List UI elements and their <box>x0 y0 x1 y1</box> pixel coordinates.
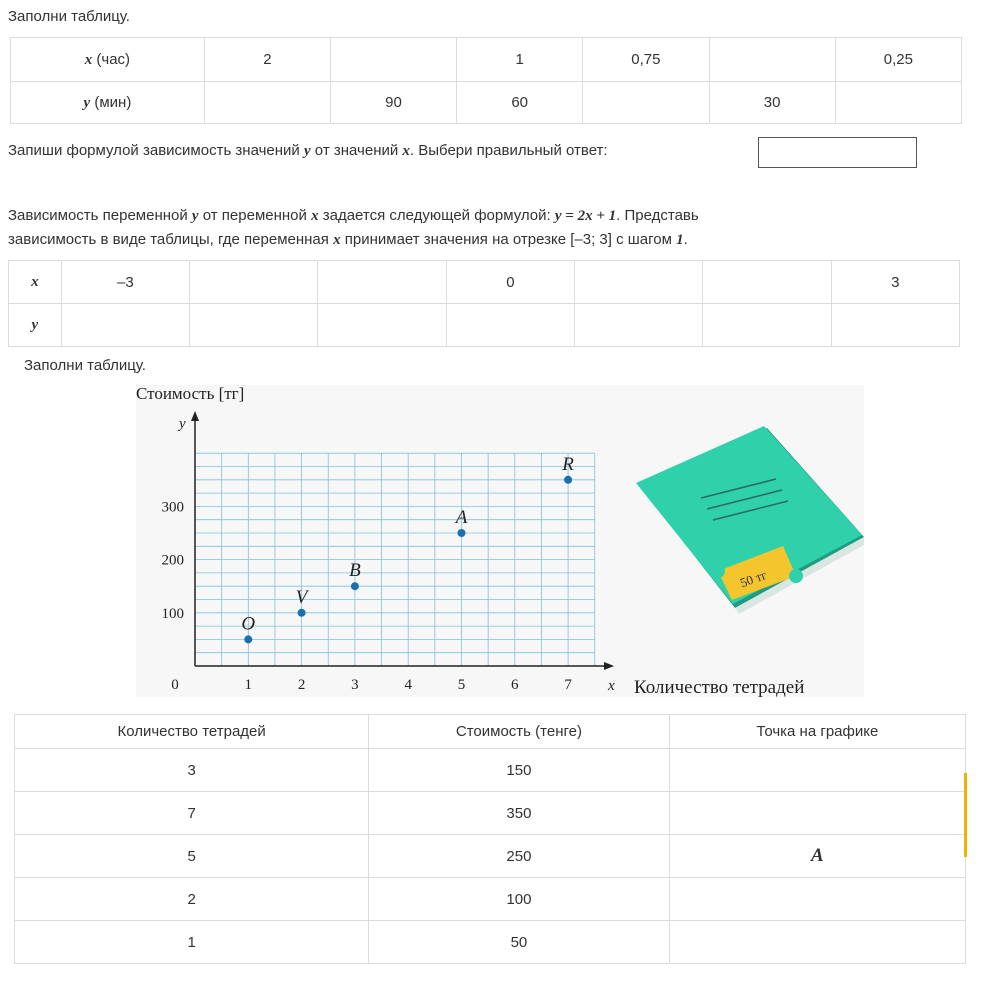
table-row <box>15 878 966 921</box>
x-tick-label: 6 <box>511 677 519 693</box>
table-cell: 250 <box>369 835 669 878</box>
table-row <box>15 835 966 878</box>
y-axis-arrow <box>191 411 199 421</box>
table-cell[interactable] <box>703 261 831 304</box>
table-row <box>15 792 966 835</box>
column-header: Стоимость (тенге) <box>369 715 669 749</box>
table-cell: 150 <box>369 749 669 792</box>
x-tick-label: 4 <box>404 677 412 693</box>
chart-ticks <box>162 499 573 693</box>
table-cell: 1 <box>15 921 369 964</box>
column-header: Точка на графике <box>669 715 965 749</box>
table-cell[interactable] <box>330 38 456 82</box>
task2-row-x <box>9 261 960 304</box>
y-tick-label: 300 <box>161 499 184 516</box>
table-cell: 50 <box>369 921 669 964</box>
point-v <box>298 609 306 617</box>
y-tick-label: 200 <box>161 552 184 569</box>
table-cell[interactable] <box>446 304 574 347</box>
table-cell[interactable]: 0 <box>446 261 574 304</box>
x-tick-label: 5 <box>457 677 466 693</box>
table-cell[interactable] <box>318 304 446 347</box>
x-axis-arrow <box>604 662 614 670</box>
table-cell[interactable] <box>831 304 959 347</box>
table-cell[interactable]: 30 <box>709 82 835 124</box>
table-row <box>15 749 966 792</box>
task3-table <box>14 714 966 964</box>
task2-row-y-label: y <box>9 304 62 347</box>
x-tick-label: 0 <box>171 677 179 693</box>
point-o <box>244 635 252 643</box>
point-label-v: V <box>295 586 308 608</box>
task1-row-y <box>11 82 962 124</box>
point-input[interactable] <box>669 749 965 792</box>
formula-answer-input[interactable] <box>758 137 917 168</box>
table-cell[interactable]: 90 <box>330 82 456 124</box>
task1-row-x-label: x (час) <box>11 38 205 82</box>
table-cell[interactable] <box>709 38 835 82</box>
table-cell: 350 <box>369 792 669 835</box>
table-cell: 3 <box>15 749 369 792</box>
table-cell[interactable]: 0,75 <box>583 38 709 82</box>
task1-row-x <box>11 38 962 82</box>
table-cell[interactable] <box>575 304 703 347</box>
column-header: Количество тетрадей <box>15 715 369 749</box>
notebook-illustration <box>636 426 864 614</box>
table-cell[interactable] <box>835 82 961 124</box>
task2-table <box>8 260 960 347</box>
point-label-a: A <box>455 507 468 528</box>
table-cell[interactable] <box>190 304 318 347</box>
point-input[interactable] <box>669 921 965 964</box>
point-input[interactable] <box>669 792 965 835</box>
task2-row-y <box>9 304 960 347</box>
table-cell[interactable]: 1 <box>457 38 583 82</box>
task2-row-x-label: x <box>9 261 62 304</box>
point-label-r: R <box>562 453 574 475</box>
x-axis-caption: Количество тетрадей <box>634 677 805 697</box>
point-label-o: O <box>241 613 256 635</box>
x-tick-label: 2 <box>297 677 306 693</box>
table-cell[interactable]: 3 <box>831 261 959 304</box>
table-cell[interactable] <box>703 304 831 347</box>
table-cell[interactable] <box>575 261 703 304</box>
task1-title: Заполни таблицу. <box>8 8 130 25</box>
table-cell: 7 <box>15 792 369 835</box>
table-cell[interactable] <box>204 82 330 124</box>
point-b <box>351 582 359 590</box>
point-label-b: B <box>349 560 361 582</box>
x-tick-label: 3 <box>351 677 359 693</box>
task1-row-y-label: y (мин) <box>11 82 205 124</box>
y-tick-label: 100 <box>161 605 184 622</box>
table-cell: 100 <box>369 878 669 921</box>
table-header-row <box>15 715 966 749</box>
x-tick-label: 1 <box>244 677 253 693</box>
table-cell[interactable]: 2 <box>204 38 330 82</box>
focus-indicator <box>964 773 967 857</box>
task2-text: Зависимость переменной y от переменной x задается следующей формулой: y = 2x + 1. Представь зависимость в виде таблицы, где переменная x принимает значения на отрезке [–3; 3] с шагом 1. <box>8 207 699 248</box>
table-cell[interactable] <box>583 82 709 124</box>
point-a <box>458 529 466 537</box>
task1-question: Запиши формулой зависимость значений y от значений x. Выбери правильный ответ: <box>8 142 608 159</box>
formula: y = 2x + 1 <box>554 208 617 224</box>
table-cell[interactable] <box>190 261 318 304</box>
scatter-chart <box>136 385 864 697</box>
task3-title: Заполни таблицу. <box>24 357 146 374</box>
table-cell[interactable]: –3 <box>61 261 189 304</box>
table-cell: 5 <box>15 835 369 878</box>
x-axis-label: x <box>608 678 615 694</box>
point-input[interactable] <box>669 878 965 921</box>
x-tick-label: 7 <box>564 677 572 693</box>
price-label: 50 тг <box>737 566 769 591</box>
task1-table <box>10 37 962 124</box>
chart-panel <box>136 385 864 697</box>
table-row <box>15 921 966 964</box>
y-axis-label: y <box>179 416 186 432</box>
chart-title: Стоимость [тг] <box>136 385 245 403</box>
table-cell[interactable] <box>61 304 189 347</box>
table-cell[interactable]: 0,25 <box>835 38 961 82</box>
table-cell[interactable] <box>318 261 446 304</box>
table-cell[interactable]: 60 <box>457 82 583 124</box>
point-input[interactable]: A <box>669 835 965 878</box>
table-cell: 2 <box>15 878 369 921</box>
point-r <box>564 476 572 484</box>
